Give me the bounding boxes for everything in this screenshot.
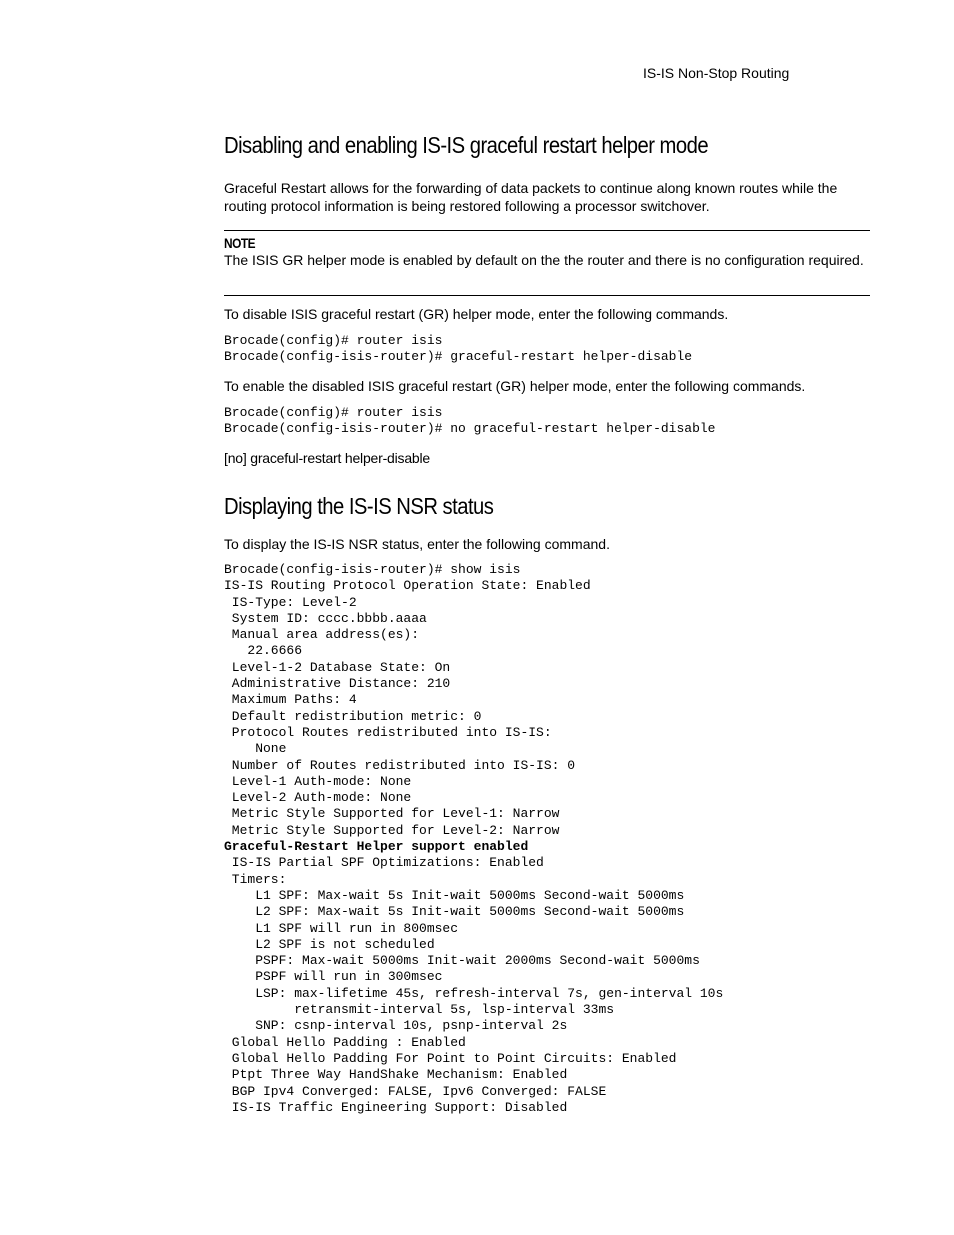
note-text: The ISIS GR helper mode is enabled by default on the the router and there is no configuration required. (224, 252, 864, 268)
disable-intro: To disable ISIS graceful restart (GR) helper mode, enter the following commands. (224, 306, 729, 322)
output-line: Number of Routes redistributed into IS-IS: 0 (224, 757, 576, 773)
enable-code-block (224, 405, 715, 438)
enable-intro: To enable the disabled ISIS graceful restart (GR) helper mode, enter the following commands. (224, 378, 806, 394)
output-line: Global Hello Padding For Point to Point Circuits: Enabled (224, 1050, 677, 1066)
code-line: Brocade(config)# router isis (224, 333, 443, 348)
output-line: Level-1-2 Database State: On (224, 659, 451, 675)
section-heading-nsr-status: Displaying the IS-IS NSR status (224, 493, 494, 519)
output-line: Ptpt Three Way HandShake Mechanism: Enabled (224, 1067, 568, 1083)
output-line: System ID: cccc.bbbb.aaaa (224, 610, 427, 626)
output-line: Default redistribution metric: 0 (224, 708, 482, 724)
output-line: IS-IS Partial SPF Optimizations: Enabled (224, 855, 544, 871)
code-line: Brocade(config-isis-router)# graceful-restart helper-disable (224, 349, 693, 365)
output-line: Graceful-Restart Helper support enabled (224, 839, 529, 855)
output-line: L2 SPF is not scheduled (224, 936, 435, 952)
output-line: 22.6666 (224, 643, 303, 659)
disable-code-block (224, 333, 692, 366)
output-line: SNP: csnp-interval 10s, psnp-interval 2s (224, 1018, 568, 1034)
note-title: NOTE (224, 235, 256, 251)
output-line: Brocade(config-isis-router)# show isis (224, 562, 521, 577)
nsr-status-intro: To display the IS-IS NSR status, enter the following command. (224, 536, 610, 552)
output-line: None (224, 741, 287, 757)
output-line: Metric Style Supported for Level-2: Narrow (224, 822, 560, 838)
output-line: Level-2 Auth-mode: None (224, 790, 412, 806)
output-line: Global Hello Padding : Enabled (224, 1034, 466, 1050)
graceful-restart-intro: Graceful Restart allows for the forwarding of data packets to continue along known routes while the routing protocol information is being restored following a processor switchover. (224, 180, 838, 214)
code-line: Brocade(config)# router isis (224, 405, 443, 420)
output-line: Administrative Distance: 210 (224, 676, 451, 692)
output-line: IS-Type: Level-2 (224, 594, 357, 610)
output-line: L2 SPF: Max-wait 5s Init-wait 5000ms Second-wait 5000ms (224, 904, 685, 920)
note-box (224, 230, 870, 296)
code-line: Brocade(config-isis-router)# no graceful-restart helper-disable (224, 421, 716, 437)
show-isis-output (224, 562, 723, 1116)
output-line: IS-IS Routing Protocol Operation State: Enabled (224, 578, 591, 594)
output-line: PSPF will run in 300msec (224, 969, 443, 985)
output-line: Timers: (224, 871, 287, 887)
output-line: L1 SPF: Max-wait 5s Init-wait 5000ms Second-wait 5000ms (224, 887, 685, 903)
output-line: Maximum Paths: 4 (224, 692, 357, 708)
running-header: IS-IS Non-Stop Routing (643, 65, 790, 81)
output-line: Metric Style Supported for Level-1: Narrow (224, 806, 560, 822)
output-line: Level-1 Auth-mode: None (224, 773, 412, 789)
section-heading-graceful-restart: Disabling and enabling IS-IS graceful restart helper mode (224, 132, 709, 158)
output-line: IS-IS Traffic Engineering Support: Disabled (224, 1099, 568, 1115)
output-line: BGP Ipv4 Converged: FALSE, Ipv6 Converged: FALSE (224, 1083, 607, 1099)
output-line: LSP: max-lifetime 45s, refresh-interval 7s, gen-interval 10s (224, 985, 724, 1001)
output-line: L1 SPF will run in 800msec (224, 920, 459, 936)
output-line: Manual area address(es): (224, 627, 420, 643)
command-syntax: [no] graceful-restart helper-disable (224, 450, 431, 466)
output-line: PSPF: Max-wait 5000ms Init-wait 2000ms Second-wait 5000ms (224, 953, 700, 969)
output-line: retransmit-interval 5s, lsp-interval 33ms (224, 1002, 615, 1018)
output-line: Protocol Routes redistributed into IS-IS: (224, 724, 552, 740)
